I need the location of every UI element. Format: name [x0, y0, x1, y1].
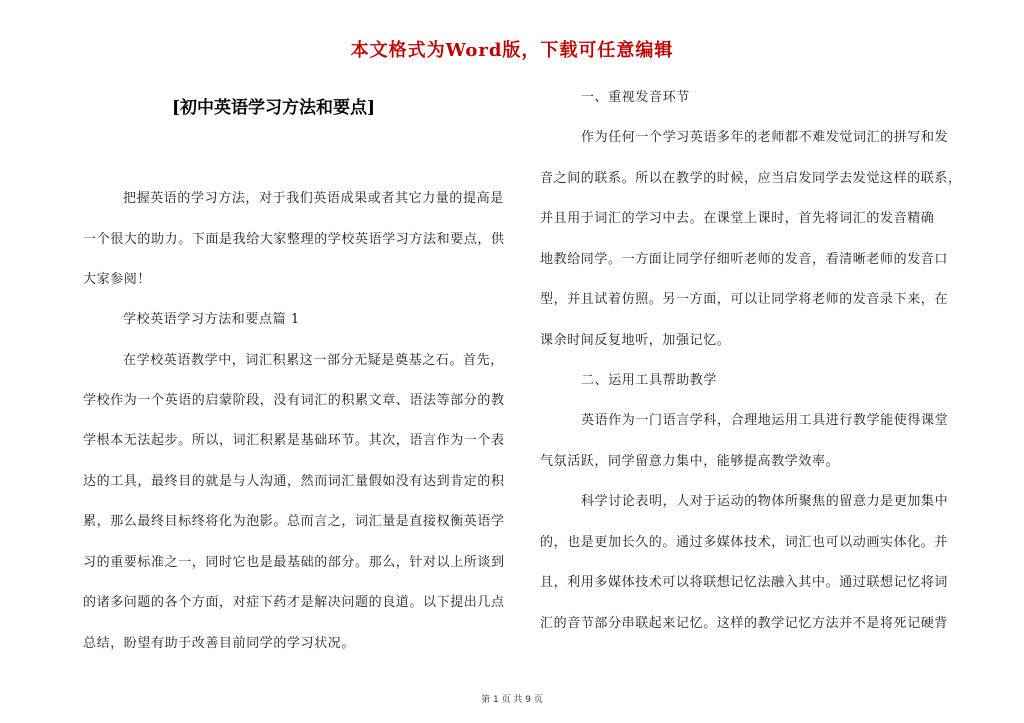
paragraph-line: 学校作为一个英语的启蒙阶段，没有词汇的积累文章、语法等部分的教 — [83, 393, 505, 408]
paragraph-line: 并且用于词汇的学习中去。在课堂上课时，首先将词汇的发音精确 — [540, 211, 935, 226]
paragraph-line: 汇的音节部分串联起来记忆。这样的教学记忆方法并不是将死记硬背 — [540, 616, 949, 631]
paragraph-line: 英语作为一门语言学科，合理地运用工具进行教学能使得课堂 — [581, 413, 949, 428]
paragraph-line: 型，并且试着仿照。另一方面，可以让同学将老师的发音录下来，在 — [540, 292, 949, 307]
paragraph-line: 的，也是更加长久的。通过多媒体技术，词汇也可以动画实体化。并 — [540, 535, 949, 550]
page-title: [初中英语学习方法和要点] — [172, 98, 376, 118]
paragraph-line: 达的工具，最终目的就是与人沟通，然而词汇量假如没有达到肯定的积 — [83, 474, 505, 489]
paragraph-line: 一个很大的助力。下面是我给大家整理的学校英语学习方法和要点，供 — [83, 232, 505, 247]
paragraph-line: 作为任何一个学习英语多年的老师都不难发觉词汇的拼写和发 — [581, 130, 949, 145]
paragraph-line: 科学讨论表明，人对于运动的物体所聚焦的留意力是更加集中 — [581, 494, 949, 509]
paragraph-line: 习的重要标准之一，同时它也是最基础的部分。那么，针对以上所谈到 — [83, 555, 505, 570]
editable-notice-banner: 本文格式为Word版，下载可任意编辑 — [350, 40, 674, 61]
section-heading: 一、重视发音环节 — [581, 90, 690, 105]
paragraph-line: 把握英语的学习方法，对于我们英语成果或者其它力量的提高是 — [123, 191, 504, 206]
section-heading: 二、运用工具帮助教学 — [581, 373, 718, 388]
section-heading: 学校英语学习方法和要点篇 1 — [123, 312, 300, 327]
paragraph-line: 且，利用多媒体技术可以将联想记忆法融入其中。通过联想记忆将词 — [540, 575, 949, 590]
paragraph-line: 累，那么最终目标终将化为泡影。总而言之，词汇量是直接权衡英语学 — [83, 514, 505, 529]
paragraph-line: 气氛活跃，同学留意力集中，能够提高教学效率。 — [540, 454, 840, 469]
paragraph-line: 总结，盼望有助于改善目前同学的学习状况。 — [83, 636, 356, 651]
paragraph-line: 在学校英语教学中，词汇积累这一部分无疑是奠基之石。首先， — [123, 353, 504, 368]
paragraph-line: 地教给同学。一方面让同学仔细听老师的发音，看清晰老师的发音口 — [540, 252, 949, 267]
paragraph-line: 大家参阅！ — [83, 272, 152, 287]
page-number-footer: 第 1 页 共 9 页 — [481, 695, 543, 705]
paragraph-line: 学根本无法起步。所以，词汇积累是基础环节。其次，语言作为一个表 — [83, 433, 505, 448]
paragraph-line: 音之间的联系。所以在教学的时候，应当启发同学去发觉这样的联系， — [540, 171, 962, 186]
paragraph-line: 的诸多问题的各个方面，对症下药才是解决问题的良道。以下提出几点 — [83, 595, 505, 610]
paragraph-line: 课余时间反复地听，加强记忆。 — [540, 333, 731, 348]
